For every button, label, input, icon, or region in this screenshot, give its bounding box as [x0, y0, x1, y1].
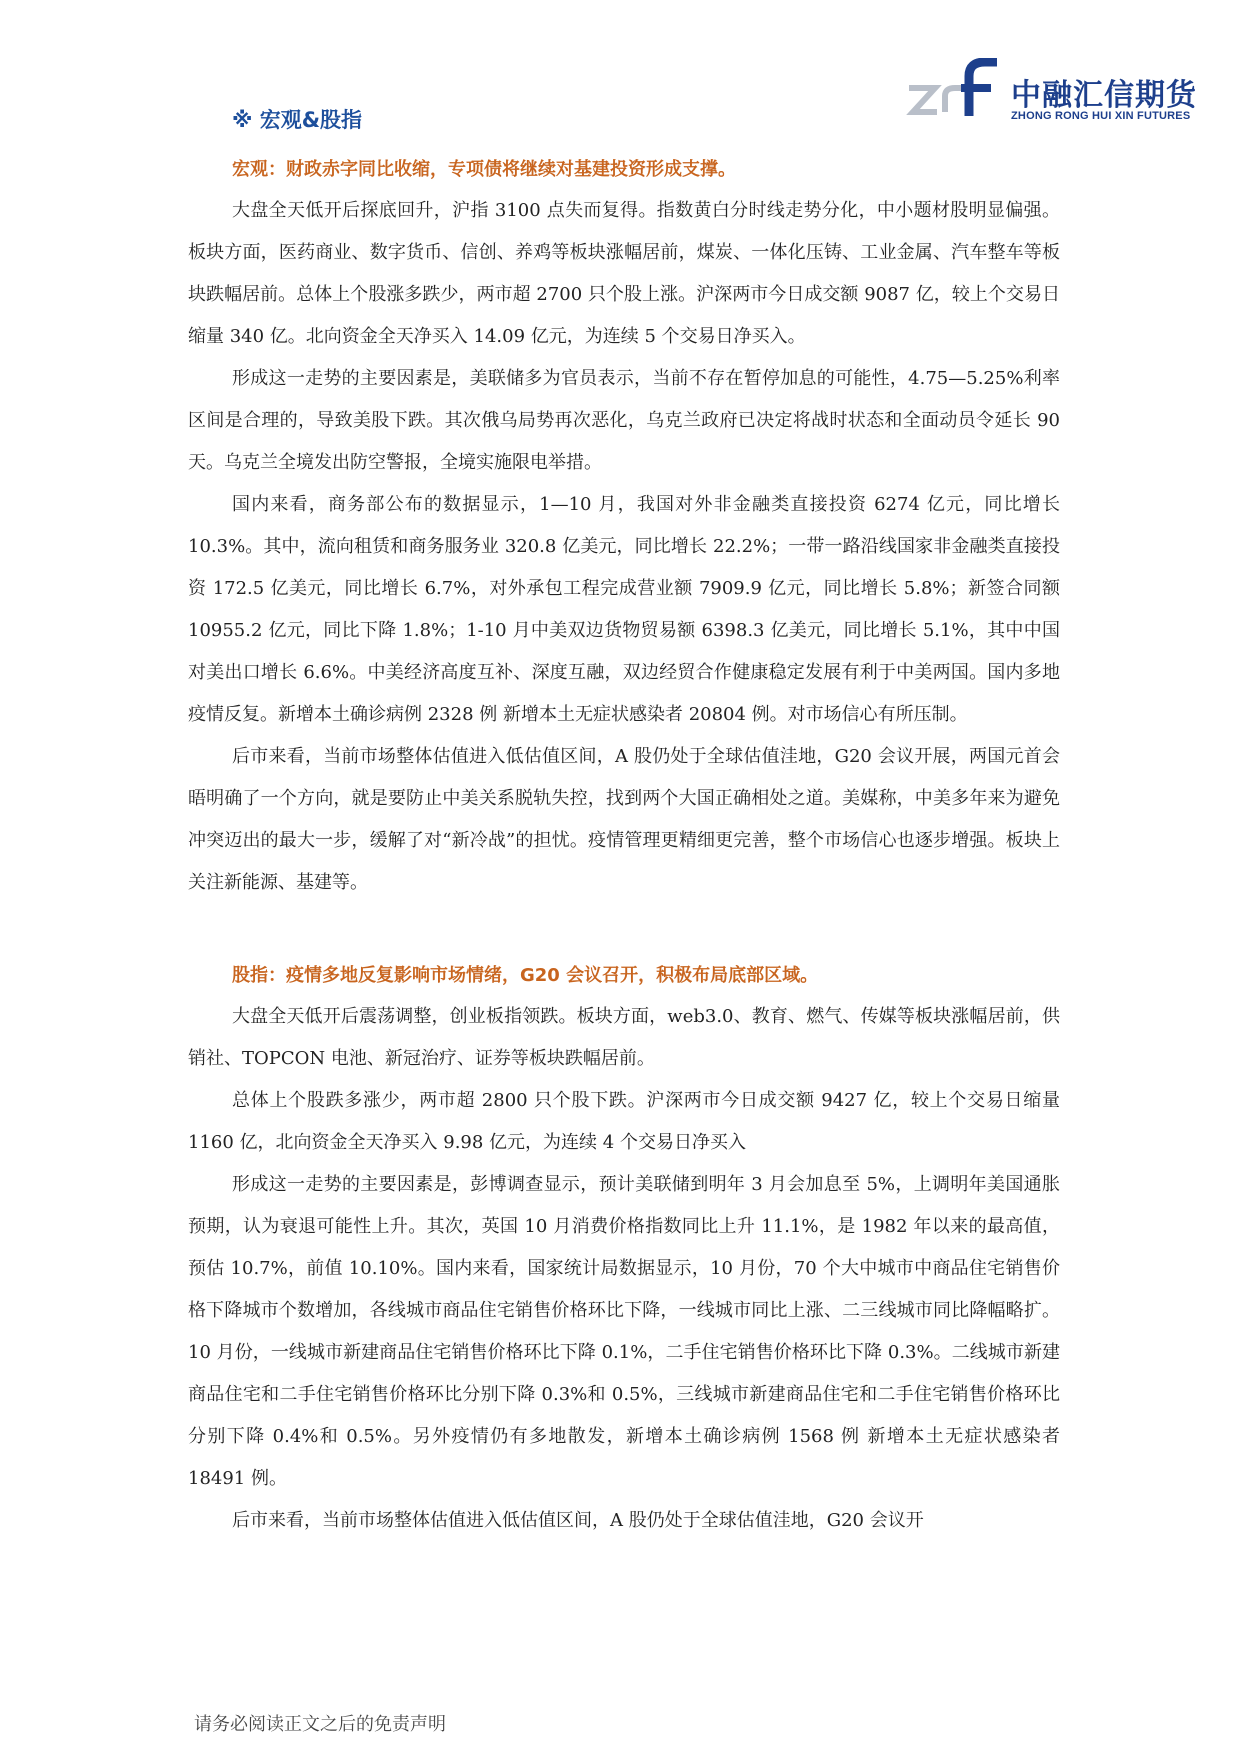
macro-paragraph-1: 大盘全天低开后探底回升，沪指 3100 点失而复得。指数黄白分时线走势分化，中小题材股明显偏强。板块方面，医药商业、数字货币、信创、养鸡等板块涨幅居前，煤炭、一体化压铸、工业金属、汽车整车等板块跌幅居前。总体上个股涨多跌少，两市超 2700 只个股上涨。沪深两市今日成交额 9087 亿，较上个交易日缩量 340 亿。北向资金全天净买入 14.09 亿元，为连续 5 个交易日净买入。 [188, 200, 1060, 347]
disclaimer-footer: 请务必阅读正文之后的免责声明 [194, 1714, 446, 1735]
section-title: ※ 宏观&股指 [232, 108, 363, 132]
index-paragraph-1: 大盘全天低开后震荡调整，创业板指领跌。板块方面，web3.0、教育、燃气、传媒等板块涨幅居前，供销社、TOPCON 电池、新冠治疗、证券等板块跌幅居前。 [188, 1006, 1060, 1069]
index-paragraph-3: 形成这一走势的主要因素是，彭博调查显示，预计美联储到明年 3 月会加息至 5%，上调明年美国通胀预期，认为衰退可能性上升。其次，英国 10 月消费价格指数同比上升 11.1%，是 1982 年以来的最高值，预估 10.7%，前值 10.10%。国内来看，国家统计局数据显示，10 月份，70 个大中城市中商品住宅销售价格下降城市个数增加，各线城市商品住宅销售价格环比下降，一线城市同比上涨、二三线城市同比降幅略扩。10 月份，一线城市新建商品住宅销售价格环比下降 0.1%，二手住宅销售价格环比下降 0.3%。二线城市新建商品住宅和二手住宅销售价格环比分别下降 0.3%和 0.5%，三线城市新建商品住宅和二手住宅销售价格环比分别下降 0.4%和 0.5%。另外疫情仍有多地散发，新增本土确诊病例 1568 例 新增本土无症状感染者 18491 例。 [188, 1174, 1060, 1489]
report-body [188, 150, 1060, 1542]
company-name-cn: 中融汇信期货 [1011, 78, 1197, 113]
macro-paragraph-4: 后市来看，当前市场整体估值进入低估值区间，A 股仍处于全球估值洼地，G20 会议开展，两国元首会晤明确了一个方向，就是要防止中美关系脱轨失控，找到两个大国正确相处之道。美媒称，中美多年来为避免冲突迈出的最大一步，缓解了对“新冷战”的担忧。疫情管理更精细更完善，整个市场信心也逐步增强。板块上关注新能源、基建等。 [188, 746, 1060, 893]
section-spacer [188, 904, 1060, 956]
macro-heading: 宏观：财政赤字同比收缩，专项债将继续对基建投资形成支撑。 [232, 159, 736, 180]
index-heading: 股指：疫情多地反复影响市场情绪，G20 会议召开，积极布局底部区域。 [232, 965, 819, 986]
index-paragraph-2: 总体上个股跌多涨少，两市超 2800 只个股下跌。沪深两市今日成交额 9427 亿，较上个交易日缩量 1160 亿，北向资金全天净买入 9.98 亿元，为连续 4 个交易日净买入 [188, 1090, 1060, 1153]
macro-paragraph-2: 形成这一走势的主要因素是，美联储多为官员表示，当前不存在暂停加息的可能性，4.75—5.25%利率区间是合理的，导致美股下跌。其次俄乌局势再次恶化，乌克兰政府已决定将战时状态和全面动员令延长 90 天。乌克兰全境发出防空警报，全境实施限电举措。 [188, 368, 1060, 473]
company-logo [905, 58, 1205, 128]
macro-paragraph-3: 国内来看，商务部公布的数据显示，1—10 月，我国对外非金融类直接投资 6274 亿元，同比增长 10.3%。其中，流向租赁和商务服务业 320.8 亿美元，同比增长 22.2%；一带一路沿线国家非金融类直接投资 172.5 亿美元，同比增长 6.7%，对外承包工程完成营业额 7909.9 亿元，同比增长 5.8%；新签合同额 10955.2 亿元，同比下降 1.8%；1-10 月中美双边货物贸易额 6398.3 亿美元，同比增长 5.1%，其中中国对美出口增长 6.6%。中美经济高度互补、深度互融，双边经贸合作健康稳定发展有利于中美两国。国内多地疫情反复。新增本土确诊病例 2328 例 新增本土无症状感染者 20804 例。对市场信心有所压制。 [188, 494, 1060, 725]
index-paragraph-4: 后市来看，当前市场整体估值进入低估值区间，A 股仍处于全球估值洼地，G20 会议开 [232, 1510, 924, 1531]
zrf-logo-icon [905, 58, 1005, 120]
company-name-en: ZHONG RONG HUI XIN FUTURES [1011, 110, 1191, 122]
